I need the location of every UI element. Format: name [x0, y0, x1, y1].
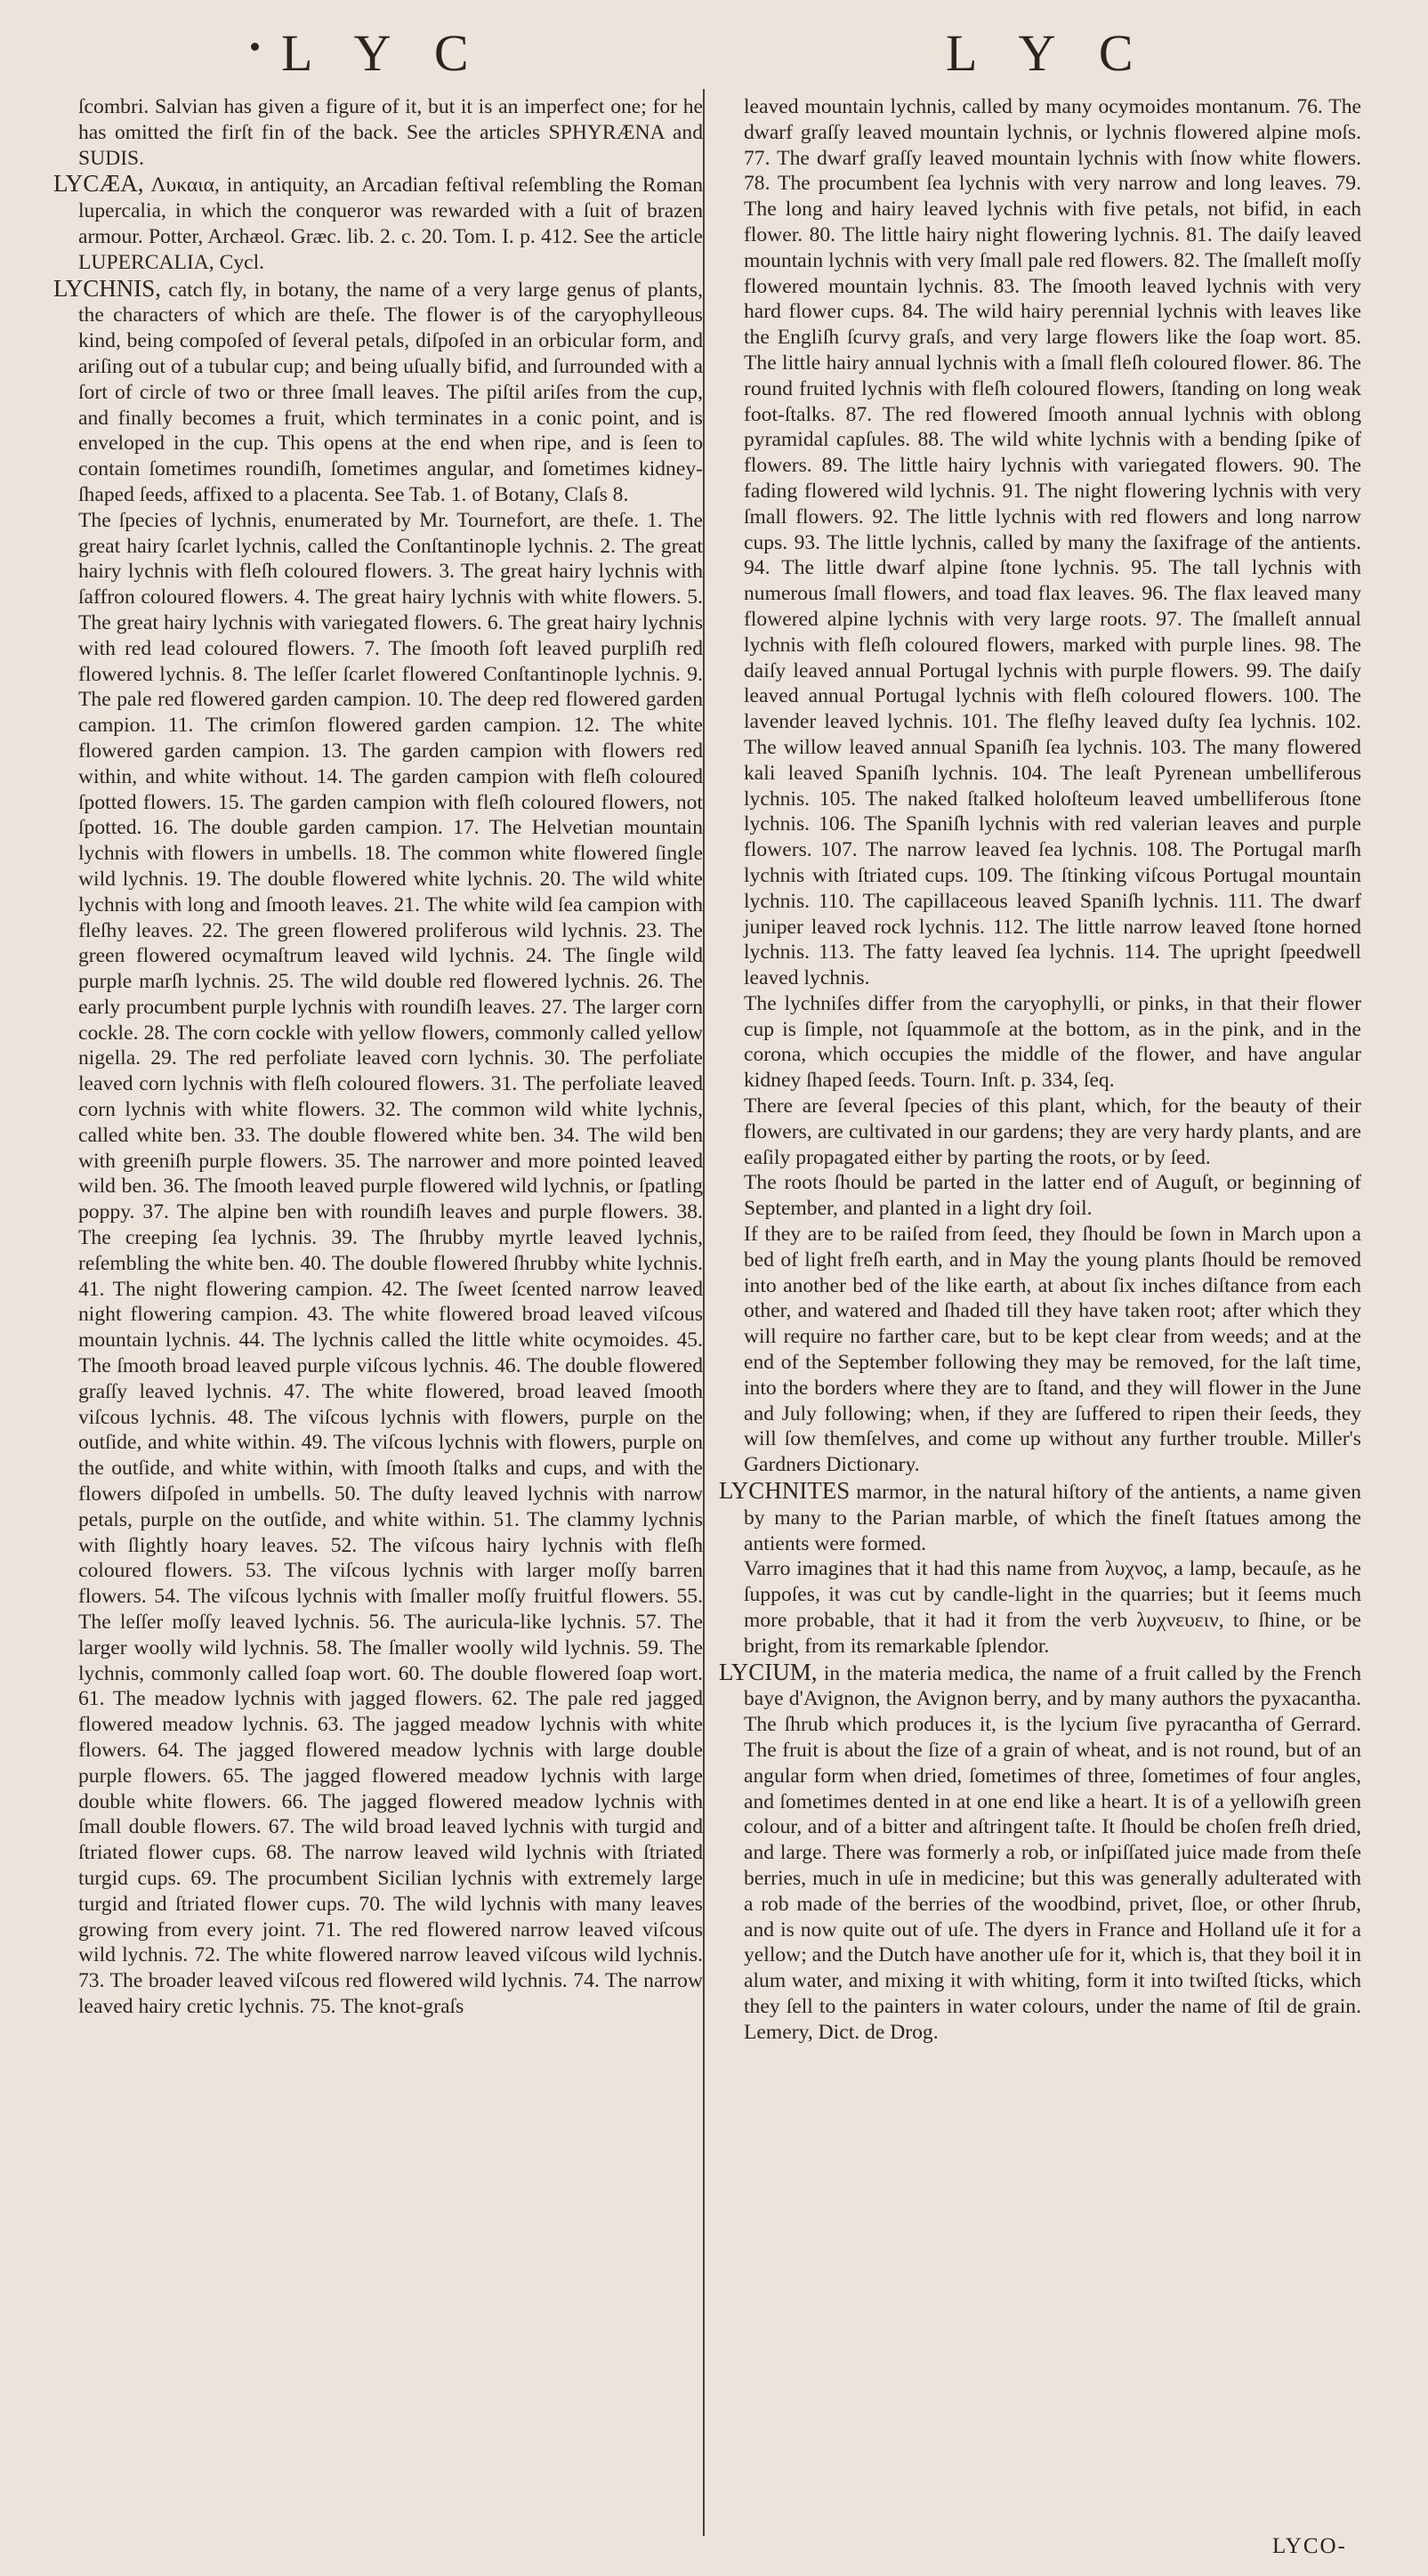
entry-headword: LYCHNIS, — [53, 274, 162, 302]
dictionary-entry — [53, 276, 703, 508]
catchword: LYCO- — [1272, 2534, 1347, 2558]
paragraph — [719, 1222, 1361, 1478]
entry-text: There are ſeveral ſpecies of this plant, which, for the beauty of their flowers, are cultivated in our gardens; they are very hardy plants, and are eaſily propagated either by parting the roots, or by ſeed. — [744, 1094, 1361, 1169]
entry-text: marmor, in the natural hiſtory of the antients, a name given by many to the Parian marble, of which the fineſt ſtatues among the antients were formed. — [744, 1481, 1361, 1555]
paragraph — [53, 508, 703, 2020]
paragraph — [53, 94, 703, 171]
entry-text: catch fly, in botany, the name of a very large genus of plants, the characters of which are theſe. The flower is of the caryophylleous kind, being compoſed of ſeveral petals, diſpoſed in an orbicular form, and ariſing out of a tubular cup; and being uſually bifid, and ſurrounded with a ſort of circle of two or three ſmall leaves. The piſtil ariſes from the cup, and finally becomes a fruit, which terminates in a conic point, and is enveloped in the cup. This opens at the end when ripe, and is ſeen to contain ſometimes roundiſh, ſometimes angular, and ſometimes kidney-ſhaped ſeeds, affixed to a placenta. See Tab. 1. of Botany, Claſs 8. — [78, 278, 703, 506]
paragraph — [719, 1094, 1361, 1170]
right-column — [719, 94, 1361, 2046]
column-divider — [703, 89, 705, 2536]
entry-text: leaved mountain lychnis, called by many ocymoides montanum. 76. The dwarf graſſy leaved mountain lychnis, or lychnis flowered alpine moſs. 77. The dwarf graſſy leaved mountain lychnis with ſnow white flowers. 78. The procumbent ſea lychnis with very narrow and long leaves. 79. The long and hairy leaved lychnis with five petals, not bifid, in each flower. 80. The little hairy night flowering lychnis. 81. The daiſy leaved mountain lychnis with very ſmall pale red flowers. 82. The ſmalleſt moſſy flowered mountain lychnis. 83. The ſmooth leaved lychnis with very hard flower cups. 84. The wild hairy perennial lychnis with leaves like the Engliſh ſcurvy graſs, and very large flowers like the ſoap wort. 85. The little hairy annual lychnis with a ſmall fleſh coloured flower. 86. The round fruited lychnis with fleſh coloured flowers, ſtanding on long weak foot-ſtalks. 87. The red flowered ſmooth annual lychnis with oblong pyramidal capſules. 88. The wild white lychnis with a bending ſpike of flowers. 89. The little hairy lychnis with variegated flowers. 90. The fading flowered wild lychnis. 91. The night flowering lychnis with very ſmall flowers. 92. The little lychnis with red flowers and long narrow cups. 93. The little lychnis, called by many the ſaxifrage of the antients. 94. The little dwarf alpine ſtone lychnis. 95. The tall lychnis with numerous ſmall flowers, and toad flax leaves. 96. The flax leaved many flowered alpine lychnis with very large roots. 97. The ſmalleſt annual lychnis with fleſh coloured flowers, marked with purple lines. 98. The daiſy leaved annual Portugal lychnis with purple flowers. 99. The daiſy leaved annual Portugal lychnis with fleſh coloured flowers. 100. The lavender leaved lychnis. 101. The fleſhy leaved duſty ſea lychnis. 102. The willow leaved annual Spaniſh ſea lychnis. 103. The many flowered kali leaved Spaniſh lychnis. 104. The leaſt Pyrenean umbelliferous lychnis. 105. The naked ſtalked holoſteum leaved umbelliferous ſtone lychnis. 106. The Spaniſh lychnis with red valerian leaves and purple flowers. 107. The narrow leaved ſea lychnis. 108. The Portugal marſh lychnis with ſtriated cups. 109. The ſtinking viſcous Portugal mountain lychnis. 110. The capillaceous leaved Spaniſh lychnis. 111. The dwarf juniper leaved rock lychnis. 112. The little narrow leaved ſtone horned lychnis. 113. The fatty leaved ſea lychnis. 114. The upright ſpeedwell leaved lychnis. — [744, 95, 1361, 990]
header-dot — [251, 43, 259, 51]
entry-headword: LYCHNITES — [719, 1477, 851, 1505]
entry-headword: LYCÆA, — [53, 170, 144, 198]
entry-headword: LYCIUM, — [719, 1658, 818, 1685]
entry-text: If they are to be raiſed from ſeed, they ſhould be ſown in March upon a bed of light freſh earth, and in May the young plants ſhould be removed into another bed of the like earth, at about ſix inches diſtance from each other, and watered and ſhaded till they have taken root; after which they will require no farther care, but to be kept clear from weeds; and at the end of the September following they may be removed, for the laſt time, into the borders where they are to ſtand, and they will flower in the June and July following; when, if they are ſuffered to ripen their ſeeds, they will ſow themſelves, and come up without any further trouble. Miller's Gardners Dictionary. — [744, 1223, 1361, 1477]
paragraph — [719, 1556, 1361, 1659]
left-column — [53, 94, 703, 2020]
paragraph — [719, 1170, 1361, 1222]
running-head-right: L Y C — [946, 24, 1150, 82]
entry-text: Varro imagines that it had this name from λυχνος, a lamp, becauſe, as he ſuppoſes, it was cut by candle-light in the quarries; but it ſeems much more probable, that it had it from the verb λυχνευειν, to ſhine, or be bright, from its remarkable ſplendor. — [744, 1557, 1361, 1658]
dictionary-entry — [719, 1659, 1361, 2046]
entry-text: The lychniſes differ from the caryophylli, or pinks, in that their flower cup is ſimple, not ſquammoſe at the bottom, as in the pink, and in the corona, which occupies the middle of the flower, and have angular kidney ſhaped ſeeds. Tourn. Inſt. p. 334, ſeq. — [744, 991, 1361, 1093]
paragraph — [719, 991, 1361, 1094]
entry-text: Λυκαια, in antiquity, an Arcadian feſtival reſembling the Roman lupercalia, in which the conqueror was rewarded with a ſuit of brazen armour. Potter, Archæol. Græc. lib. 2. c. 20. Tom. I. p. 412. See the article LUPERCALIA, Cycl. — [78, 174, 703, 274]
dictionary-entry — [719, 1478, 1361, 1556]
running-head-left: L Y C — [281, 24, 485, 82]
paragraph — [719, 94, 1361, 991]
entry-text: ſcombri. Salvian has given a figure of it, but it is an imperfect one; for he has omitted the firſt fin of the back. See the articles SPHYRÆNA and SUDIS. — [78, 95, 703, 170]
entry-text: in the materia medica, the name of a fruit called by the French baye d'Avignon, the Avignon berry, and by many authors the pyxacantha. The ſhrub which produces it, is the lycium ſive pyracantha of Gerrard. The fruit is about the ſize of a grain of wheat, and is not round, but of an angular form when dried, ſometimes of three, ſometimes of four angles, and ſometimes dented in at one end like a heart. It is of a yellowiſh green colour, and of a bitter and aſtringent taſte. It ſhould be choſen freſh dried, and large. There was formerly a rob, or inſpiſſated juice made from theſe berries, much in uſe in medicine; but this was generally adulterated with a rob made of the berries of the woodbind, privet, ſloe, or other ſhrub, and is now quite out of uſe. The dyers in France and Holland uſe it for a yellow; and the Dutch have another uſe for it, which is, that they boil it in alum water, and mixing it with whiting, form it into twiſted ſticks, which they ſell to the painters in water colours, under the name of ſtil de grain. Lemery, Dict. de Drog. — [744, 1661, 1361, 2044]
page-header — [0, 16, 1428, 87]
entry-text: The roots ſhould be parted in the latter end of Auguſt, or beginning of September, and planted in a light dry ſoil. — [744, 1171, 1361, 1221]
entry-text: The ſpecies of lychnis, enumerated by Mr. Tournefort, are theſe. 1. The great hairy ſcarlet lychnis, called the Conſtantinople lychnis. 2. The great hairy lychnis with fleſh coloured flowers. 3. The great hairy lychnis with ſaffron coloured flowers. 4. The great hairy lychnis with white flowers. 5. The great hairy lychnis with variegated flowers. 6. The great hairy lychnis with red lead coloured flowers. 7. The ſmooth ſoft leaved purpliſh red flowered lychnis. 8. The leſſer ſcarlet flowered Conſtantinople lychnis. 9. The pale red flowered garden campion. 10. The deep red flowered garden campion. 11. The crimſon flowered garden campion. 12. The white flowered garden campion. 13. The garden campion with flowers red within, and white without. 14. The garden campion with fleſh coloured ſpotted flowers. 15. The garden campion with fleſh coloured flowers, not ſpotted. 16. The double garden campion. 17. The Helvetian mountain lychnis with flowers in umbells. 18. The common white flowered ſingle wild lychnis. 19. The double flowered white lychnis. 20. The wild white lychnis with long and ſmooth leaves. 21. The white wild ſea campion with fleſhy leaves. 22. The green flowered proliferous wild lychnis. 23. The green flowered ocymaſtrum leaved wild lychnis. 24. The ſingle wild purple marſh lychnis. 25. The wild double red flowered lychnis. 26. The early procumbent purple lychnis with roundiſh leaves. 27. The larger corn cockle. 28. The corn cockle with yellow flowers, commonly called yellow nigella. 29. The red perfoliate leaved corn lychnis. 30. The perfoliate leaved corn lychnis with fleſh coloured flowers. 31. The perfoliate leaved corn lychnis with white flowers. 32. The common wild white lychnis, called white ben. 33. The double flowered white ben. 34. The wild ben with greeniſh purple flowers. 35. The narrower and more pointed leaved wild ben. 36. The ſmooth leaved purple flowered wild lychnis, or ſpatling poppy. 37. The alpine ben with roundiſh leaves and purple flowers. 38. The creeping ſea lychnis. 39. The ſhrubby myrtle leaved lychnis, reſembling the white ben. 40. The double flowered ſhrubby white lychnis. 41. The night flowering campion. 42. The ſweet ſcented narrow leaved night flowering campion. 43. The white flowered broad leaved viſcous mountain lychnis. 44. The lychnis called the little white ocymoides. 45. The ſmooth broad leaved purple viſcous lychnis. 46. The double flowered graſſy leaved lychnis. 47. The white flowered, broad leaved ſmooth viſcous lychnis. 48. The viſcous lychnis with flowers, purple on the outſide, and white within. 49. The viſcous lychnis with flowers, purple on the outſide, and white within, with ſmooth ſtalks and cups, and with the flowers diſpoſed in umbells. 50. The duſty leaved lychnis with narrow petals, purple on the outſide, and white within. 51. The clammy lychnis with ſlightly hoary leaves. 52. The viſcous hairy lychnis with fleſh coloured flowers. 53. The viſcous lychnis with larger moſſy barren flowers. 54. The viſcous lychnis with ſmaller moſſy fruitful flowers. 55. The leſſer moſſy leaved lychnis. 56. The auricula-like lychnis. 57. The larger woolly wild lychnis. 58. The ſmaller woolly wild lychnis. 59. The lychnis, commonly called ſoap wort. 60. The double flowered ſoap wort. 61. The meadow lychnis with jagged flowers. 62. The pale red jagged flowered meadow lychnis. 63. The jagged meadow lychnis with white flowers. 64. The jagged flowered meadow lychnis with large double purple flowers. 65. The jagged flowered meadow lychnis with large double white flowers. 66. The jagged flowered meadow lychnis with ſmall double flowers. 67. The wild broad leaved lychnis with turgid and ſtriated flower cups. 68. The narrow leaved wild lychnis with ſtriated turgid cups. 69. The procumbent Sicilian lychnis with extremely large turgid and ſtriated flower cups. 70. The wild lychnis with many leaves growing from every joint. 71. The red flowered narrow leaved viſcous wild lychnis. 72. The white flowered narrow leaved viſcous wild lychnis. 73. The broader leaved viſcous red flowered wild lychnis. 74. The narrow leaved hairy cretic lychnis. 75. The knot-graſs — [78, 508, 703, 2018]
dictionary-entry — [53, 171, 703, 275]
